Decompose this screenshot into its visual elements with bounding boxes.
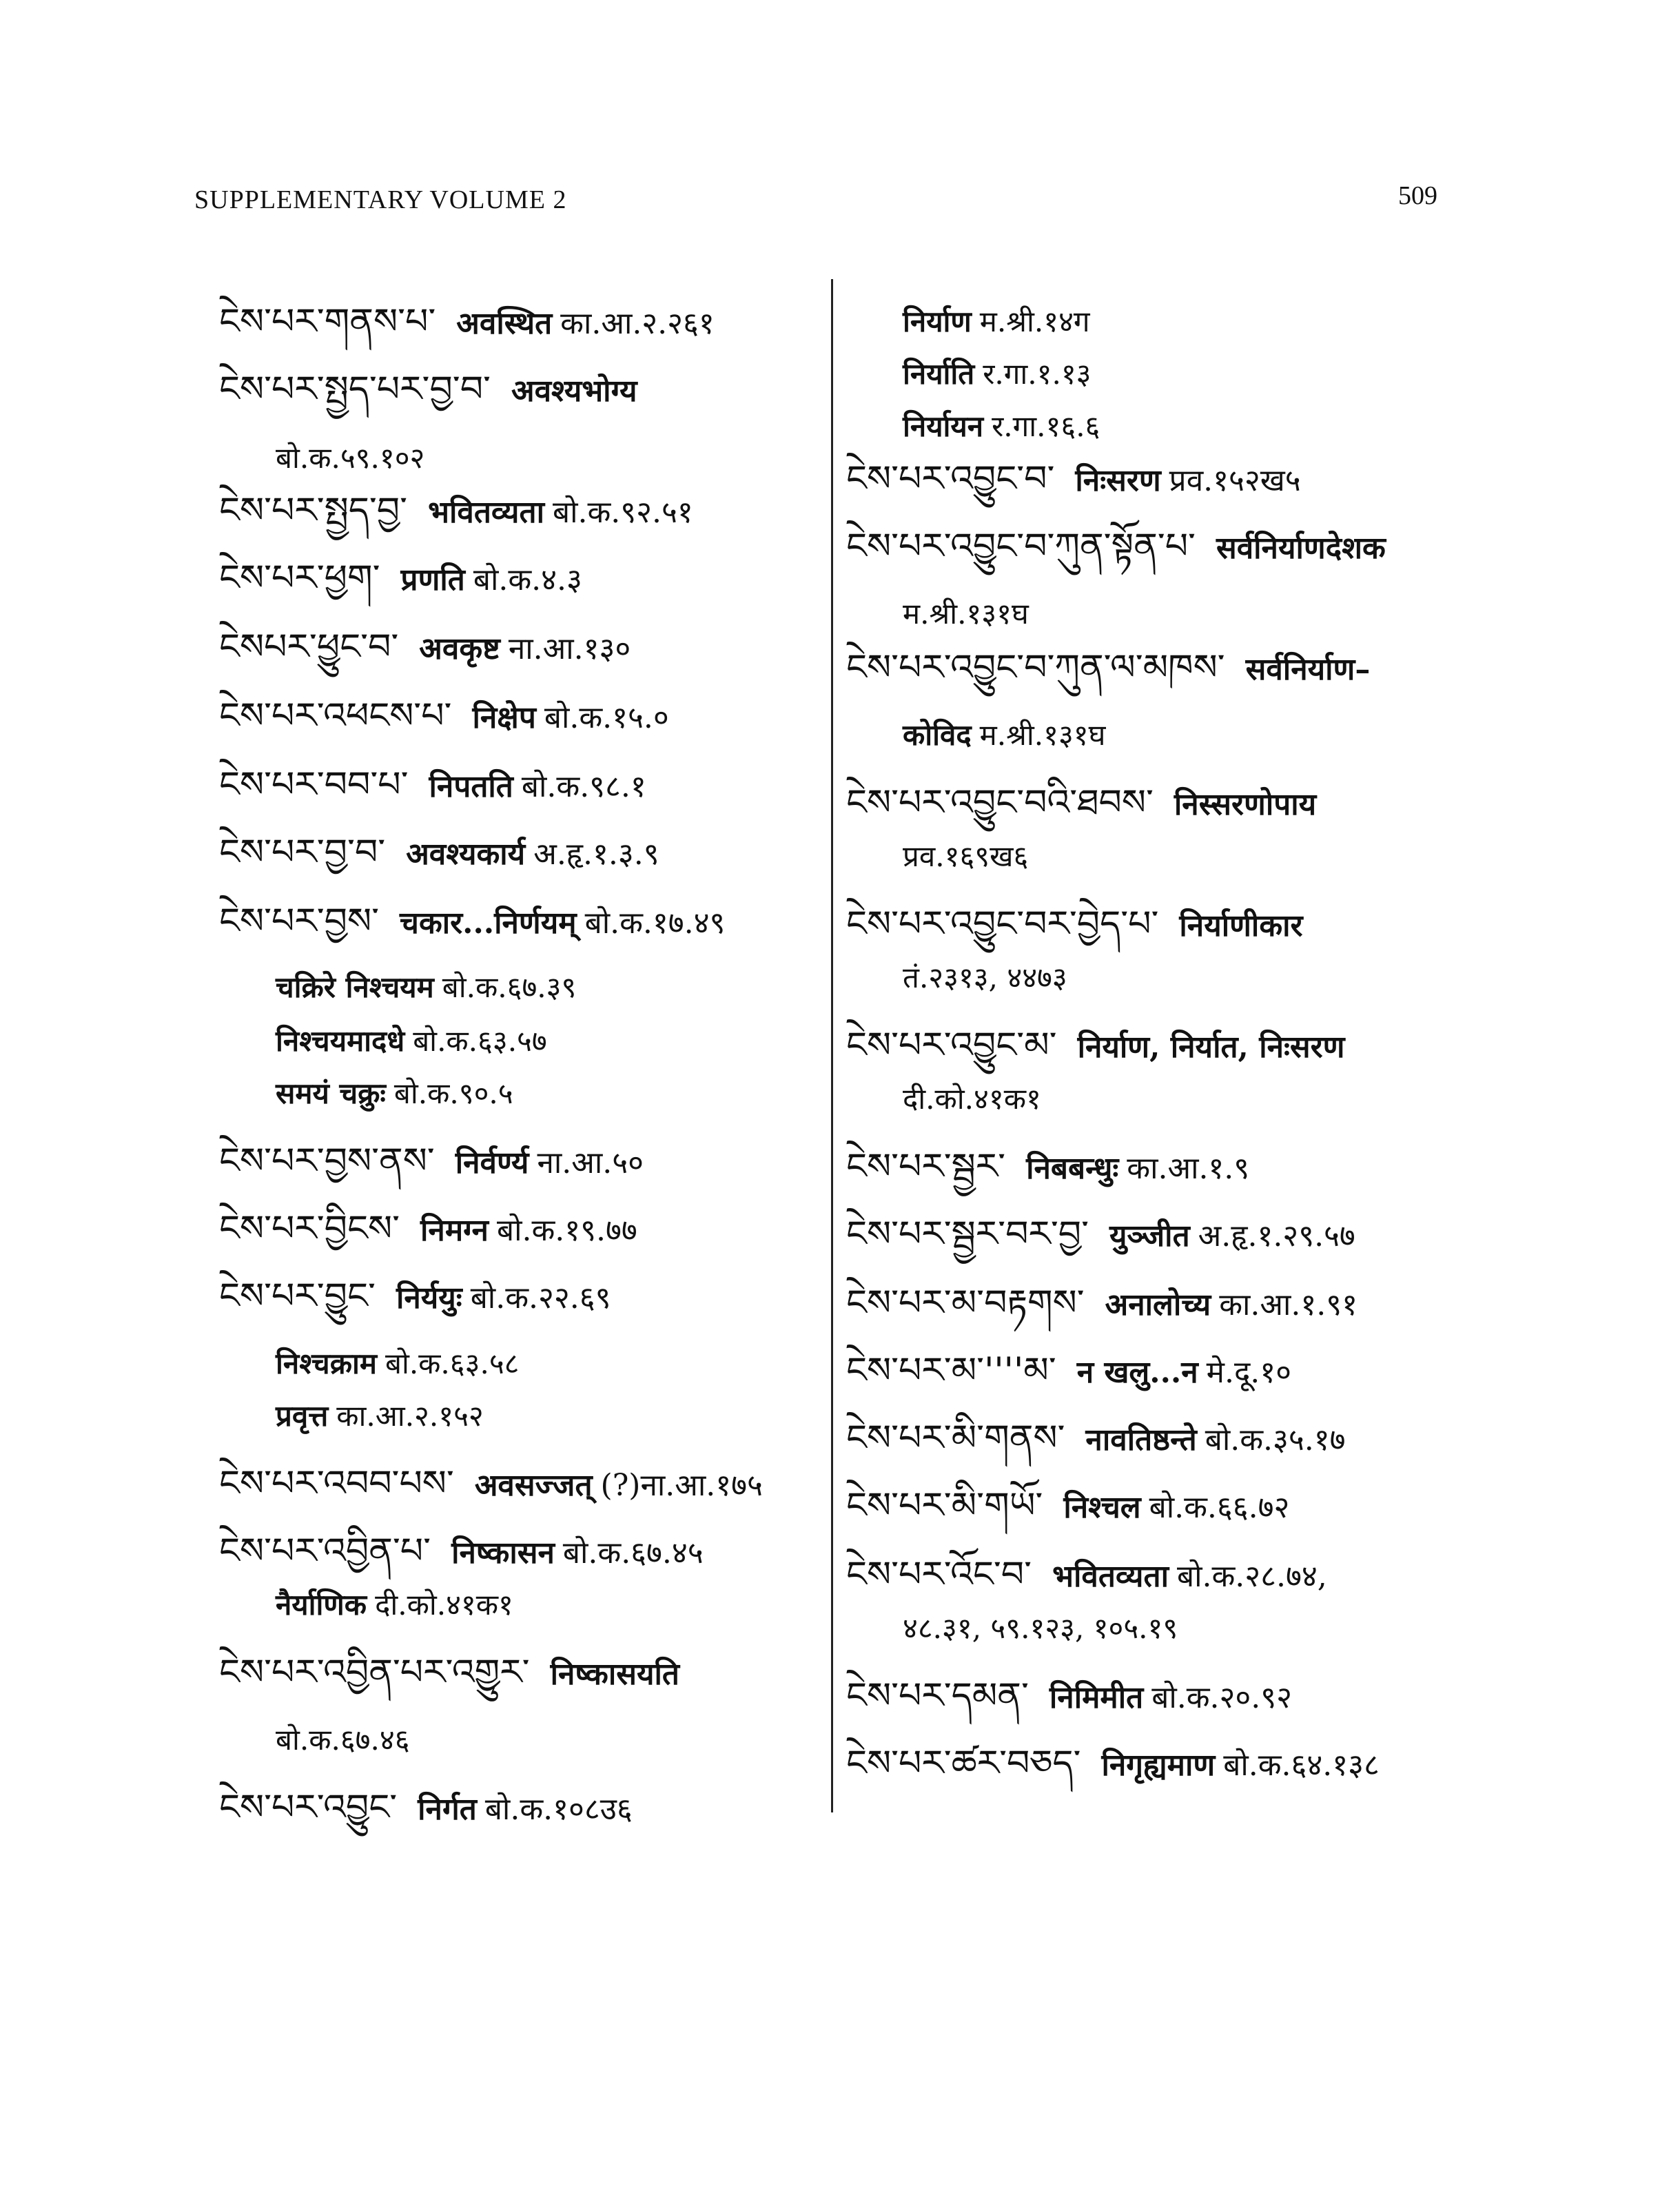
- sanskrit-equivalent: निपतति: [429, 769, 513, 804]
- reference-continuation: म.श्री.१३१घ: [903, 597, 1029, 631]
- dictionary-entry: [219, 365, 645, 416]
- sanskrit-equivalent: निक्षेप: [472, 700, 536, 735]
- source-reference: बो.क.९०.५: [393, 1076, 513, 1110]
- dictionary-entry: [219, 1205, 637, 1255]
- sanskrit-equivalent: निर्याणीकार: [1179, 908, 1303, 943]
- dictionary-entry: [846, 1672, 1292, 1722]
- tibetan-headword: ངེས་པར་བྱིངས་: [219, 1208, 400, 1249]
- dictionary-entry: [846, 1279, 1358, 1329]
- source-reference: बो.क.४.३: [473, 562, 582, 597]
- source-reference: बो.क.९२.५१: [552, 495, 693, 530]
- sanskrit-equivalent: अवसज्जत्: [474, 1468, 593, 1503]
- reference-continuation: ४८.३१, ५९.१२३, १०५.१९: [903, 1611, 1178, 1645]
- source-reference: र.गा.१.१३: [983, 357, 1092, 391]
- source-reference: अ.हृ.१.३.९: [533, 837, 659, 872]
- sanskrit-equivalent: भवितव्यता: [428, 495, 544, 530]
- page-number: 509: [1398, 181, 1437, 210]
- tibetan-headword: ངེས་པར་མ་བརྟགས་: [846, 1283, 1085, 1324]
- reference-continuation: बो.क.५९.१०२: [276, 441, 425, 475]
- sanskrit-equivalent: प्रवृत्त: [276, 1399, 329, 1433]
- sanskrit-equivalent: निःसरण: [1075, 463, 1161, 498]
- dictionary-entry: [903, 298, 1090, 346]
- dictionary-entry: [219, 692, 669, 742]
- source-reference: बो.क.१७.४९: [584, 906, 726, 941]
- dictionary-entry: [846, 900, 1311, 950]
- dictionary-entry: [219, 1460, 763, 1510]
- source-reference: का.आ.१.९: [1127, 1151, 1250, 1186]
- source-reference: बो.क.६६.७२: [1149, 1490, 1290, 1525]
- tibetan-headword: ངེས་པར་འབྱུང་བར་བྱེད་པ་: [846, 903, 1159, 945]
- sanskrit-equivalent: अनालोच्य: [1105, 1287, 1211, 1322]
- dictionary-entry: [903, 954, 1067, 1002]
- sanskrit-equivalent: भवितव्यता: [1052, 1559, 1169, 1594]
- dictionary-entry: [846, 1021, 1353, 1072]
- source-reference: अ.हृ.१.२९.५७: [1198, 1218, 1355, 1254]
- dictionary-entry: [846, 455, 1301, 505]
- sanskrit-equivalent: निष्कासयति: [550, 1657, 679, 1692]
- tibetan-headword: ངེས་པར་མ་''''མ་: [846, 1350, 1056, 1391]
- sanskrit-equivalent: सर्वनिर्याणदेशक: [1216, 531, 1386, 566]
- dictionary-entry: [219, 828, 659, 879]
- sanskrit-equivalent: कोविद: [903, 718, 972, 752]
- sanskrit-equivalent: चकार...निर्णयम्: [400, 906, 577, 941]
- dictionary-entry: [276, 1392, 484, 1440]
- sanskrit-equivalent: अवकृष्ट: [419, 631, 500, 666]
- sanskrit-equivalent: निमिमीत: [1049, 1680, 1144, 1715]
- dictionary-entry: [903, 590, 1029, 638]
- dictionary-entry: [219, 1527, 704, 1577]
- dictionary-entry: [219, 761, 646, 811]
- dictionary-entry: [903, 1604, 1178, 1653]
- dictionary-entry: [276, 1716, 410, 1764]
- tibetan-headword: ངེས་པར་འོང་བ་: [846, 1554, 1032, 1595]
- sanskrit-equivalent: निर्ययुः: [396, 1280, 462, 1316]
- dictionary-entry: [903, 711, 1105, 759]
- dictionary-entry: [846, 1210, 1355, 1260]
- dictionary-entry: [219, 1784, 633, 1834]
- source-reference: बो.क.१९.७७: [496, 1213, 637, 1248]
- tibetan-headword: ངེས་པར་སྦྱར་: [846, 1146, 1006, 1187]
- dictionary-entry: [276, 963, 576, 1012]
- sanskrit-equivalent: अवश्यभोग्य: [511, 374, 637, 409]
- tibetan-headword: ངེས་པར་སྤྱད་པར་བྱ་བ་: [219, 369, 491, 410]
- sanskrit-equivalent: नैर्याणिक: [276, 1588, 367, 1622]
- tibetan-headword: ངེས་པར་འབྱུང་མ་: [846, 1025, 1057, 1066]
- dictionary-entry: [219, 1648, 688, 1699]
- source-reference: बो.क.६३.५८: [385, 1347, 520, 1380]
- tibetan-headword: ངེས་པར་འབྱུང་: [219, 1787, 398, 1828]
- dictionary-entry: [846, 522, 1394, 573]
- source-reference: ना.आ.५०: [537, 1145, 644, 1181]
- source-reference: का.आ.२.१५२: [336, 1399, 484, 1433]
- source-reference: र.गा.१६.६: [992, 409, 1100, 443]
- dictionary-entry: [846, 1347, 1291, 1397]
- sanskrit-equivalent: चक्रिरे निश्चयम: [276, 970, 434, 1004]
- source-reference: बो.क.२०.९२: [1151, 1680, 1292, 1715]
- reference-continuation: तं.२३१३, ४४७३: [903, 961, 1067, 994]
- tibetan-headword: ངེས་པར་བབ་པ་: [219, 764, 409, 806]
- column-divider: [831, 279, 833, 1812]
- sanskrit-equivalent: निबबन्धुः: [1026, 1151, 1119, 1186]
- dictionary-entry: [276, 434, 424, 482]
- tibetan-headword: ངེས་པར་ཕྱག་: [219, 558, 380, 599]
- source-reference: का.आ.१.९१: [1219, 1287, 1358, 1322]
- dictionary-entry: [903, 402, 1100, 451]
- dictionary-entry: [903, 1075, 1041, 1123]
- sanskrit-equivalent: निमग्न: [420, 1213, 489, 1248]
- dictionary-entry: [219, 487, 693, 537]
- sanskrit-equivalent: युञ्जीत: [1109, 1218, 1190, 1254]
- source-reference: बो.क.६४.१३८: [1223, 1748, 1380, 1783]
- tibetan-headword: ངེས་པར་མི་གཡོ་: [846, 1485, 1043, 1526]
- tibetan-headword: ངེས་པར་འབྱུང་བའི་ཐབས་: [846, 782, 1154, 824]
- tibetan-headword: ངེས་པར་ཚར་བཅད་: [846, 1743, 1081, 1784]
- sanskrit-equivalent: न खलु...न: [1076, 1355, 1198, 1390]
- source-reference: बो.क.६७.३९: [442, 970, 577, 1004]
- dictionary-entry: [846, 1551, 1327, 1601]
- sanskrit-equivalent: समयं चक्रुः: [276, 1076, 386, 1110]
- dictionary-entry: [846, 1143, 1249, 1193]
- dictionary-entry: [903, 832, 1028, 881]
- tibetan-headword: ངེས་པར་འཕངས་པ་: [219, 695, 452, 737]
- tibetan-headword: ངེས་པར་འབྱིན་པར་འགྱུར་: [219, 1652, 530, 1693]
- source-reference: म.श्री.१४ग: [979, 305, 1090, 338]
- tibetan-headword: ངེས་པར་གནས་པ་: [219, 301, 436, 343]
- dictionary-entry: [276, 1581, 513, 1629]
- sanskrit-equivalent: निश्चक्राम: [276, 1347, 377, 1380]
- tibetan-headword: ངེས་པར་འབབ་པས་: [219, 1463, 454, 1504]
- sanskrit-equivalent: निष्कासन: [451, 1535, 555, 1571]
- source-reference: बो.क.६७.४५: [562, 1535, 704, 1571]
- source-reference: दी.को.४१क१: [375, 1588, 513, 1622]
- sanskrit-equivalent: निश्चयमादधे: [276, 1024, 405, 1058]
- dictionary-entry: [846, 779, 1324, 829]
- dictionary-entry: [219, 298, 715, 348]
- source-reference: बो.क.९८.१: [521, 769, 646, 804]
- sanskrit-equivalent: निर्याण, निर्यात, निःसरण: [1077, 1030, 1345, 1065]
- tibetan-headword: ངེས་པར་བྱས་ནས་: [219, 1141, 435, 1182]
- dictionary-entry: [903, 350, 1092, 398]
- dictionary-entry: [219, 897, 725, 948]
- tibetan-headword: ངེས་པར་དམན་: [846, 1675, 1029, 1717]
- dictionary-entry: [276, 1070, 513, 1118]
- source-reference: मे.दू.१०: [1206, 1355, 1292, 1390]
- tibetan-headword: ངེས་པར་འབྱུང་བ་: [846, 458, 1055, 500]
- tibetan-headword: ངེས་པར་སྤྱད་བྱ་: [219, 490, 408, 531]
- sanskrit-equivalent: निर्गत: [418, 1792, 477, 1827]
- sanskrit-equivalent: निर्यायन: [903, 409, 984, 443]
- sanskrit-equivalent: निर्याण: [903, 305, 972, 338]
- tibetan-headword: ངེས་པར་འབྱིན་པ་: [219, 1531, 431, 1572]
- sanskrit-equivalent: अवस्थित: [456, 306, 553, 341]
- source-reference: (?)ना.आ.१७५: [600, 1468, 763, 1503]
- reference-continuation: बो.क.६७.४६: [276, 1723, 410, 1757]
- dictionary-entry: [846, 1739, 1380, 1790]
- tibetan-headword: ངེས་པར་བྱས་: [219, 901, 380, 942]
- source-reference: बो.क.२२.६९: [470, 1280, 611, 1316]
- dictionary-entry: [219, 1272, 611, 1322]
- sanskrit-equivalent: अवश्यकार्य: [406, 837, 526, 872]
- source-reference: बो.क.६३.५७: [413, 1024, 547, 1058]
- dictionary-entry: [846, 1414, 1346, 1464]
- dictionary-entry: [276, 1340, 520, 1388]
- sanskrit-equivalent: प्रणति: [400, 562, 465, 597]
- source-reference: बो.क.१५.०: [544, 700, 669, 735]
- reference-continuation: प्रव.१६९ख६: [903, 839, 1029, 873]
- source-reference: बो.क.३५.१७: [1205, 1422, 1346, 1458]
- source-reference: ना.आ.१३०: [508, 631, 631, 666]
- tibetan-headword: ངེས་པར་མི་གནས་: [846, 1418, 1065, 1459]
- tibetan-headword: ངེས་པར་འབྱུང་བ་ཀུན་སྟོན་པ་: [846, 526, 1196, 567]
- tibetan-headword: ངེས་པར་བྱུང་: [219, 1276, 376, 1317]
- dictionary-entry: [219, 1137, 644, 1187]
- source-reference: प्रव.१५२ख५: [1169, 463, 1301, 498]
- sanskrit-equivalent: निश्चल: [1063, 1490, 1141, 1525]
- dictionary-entry: [219, 623, 631, 673]
- sanskrit-equivalent: निस्सरणोपाय: [1174, 787, 1317, 822]
- source-reference: म.श्री.१३१घ: [979, 718, 1106, 752]
- sanskrit-equivalent: निर्याति: [903, 357, 975, 391]
- sanskrit-equivalent: नावतिष्ठन्ते: [1085, 1422, 1197, 1458]
- tibetan-headword: ངེསཔར་ཕྱུང་བ་: [219, 626, 399, 668]
- sanskrit-equivalent: निर्वर्ण्य: [455, 1145, 529, 1181]
- source-reference: बो.क.१०८उ६: [484, 1792, 633, 1827]
- sanskrit-equivalent: निगृह्यमाण: [1101, 1748, 1216, 1783]
- tibetan-headword: ངེས་པར་སྦྱར་བར་བྱ་: [846, 1214, 1089, 1255]
- source-reference: बो.क.२८.७४,: [1176, 1559, 1327, 1594]
- running-header: SUPPLEMENTARY VOLUME 2: [194, 185, 567, 214]
- dictionary-entry: [276, 1017, 547, 1065]
- reference-continuation: दी.को.४१क१: [903, 1082, 1041, 1116]
- tibetan-headword: ངེས་པར་བྱ་བ་: [219, 832, 386, 873]
- tibetan-headword: ངེས་པར་འབྱུང་བ་ཀུན་ལ་མཁས་: [846, 647, 1225, 688]
- dictionary-entry: [219, 554, 582, 604]
- dictionary-entry: [846, 1482, 1289, 1532]
- dictionary-entry: [846, 644, 1378, 694]
- source-reference: का.आ.२.२६१: [560, 306, 715, 341]
- sanskrit-equivalent: सर्वनिर्याण–: [1245, 652, 1371, 687]
